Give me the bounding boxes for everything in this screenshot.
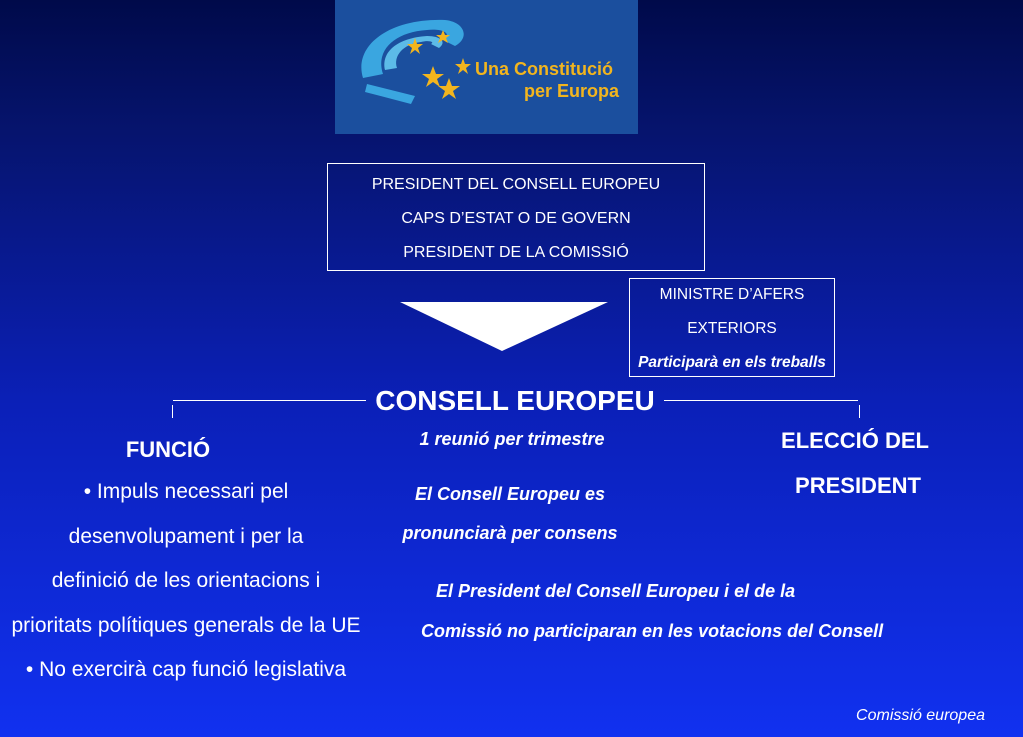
function-title: FUNCIÓ (125, 437, 211, 462)
voting-note-line1: El President del Consell Europeu i el de la (436, 581, 796, 601)
minister-participation: Participarà en els treballs (638, 354, 826, 371)
down-arrow-icon (400, 302, 608, 352)
constitution-logo (335, 0, 638, 134)
members-box (327, 163, 705, 271)
meeting-frequency: 1 reunió per trimestre (419, 429, 605, 449)
election-title-line1: ELECCIÓ DEL (781, 428, 929, 453)
function-line: prioritats polítiques generals de la UE (11, 613, 361, 637)
members-line-heads-of-state: CAPS D’ESTAT O DE GOVERN (401, 210, 631, 227)
council-title: CONSELL EUROPEU (375, 385, 655, 416)
members-line-president-commission: PRESIDENT DE LA COMISSIÓ (403, 244, 629, 261)
function-description (8, 470, 364, 693)
consensus-line2: pronunciarà per consens (402, 523, 618, 543)
right-connector-tick (859, 405, 860, 418)
election-title-line2: PRESIDENT (795, 473, 921, 498)
function-line: desenvolupament i per la (68, 524, 304, 548)
function-line: • No exercirà cap funció legislativa (25, 658, 347, 681)
logo-title-line1: Una Constitució (475, 59, 613, 79)
minister-line2: EXTERIORS (687, 320, 777, 337)
left-connector-tick (172, 405, 173, 418)
footer-credit: Comissió europea (856, 707, 985, 724)
minister-line1: MINISTRE D’AFERS (659, 286, 805, 303)
members-line-president-council: PRESIDENT DEL CONSELL EUROPEU (371, 176, 661, 193)
function-line: • Impuls necessari pel (83, 480, 289, 503)
left-connector-line (173, 400, 366, 401)
voting-note-line2: Comissió no participaran en les votacions del Consell (421, 621, 884, 641)
function-line: definició de les orientacions i (51, 569, 321, 592)
minister-box (629, 278, 835, 377)
right-connector-line (664, 400, 858, 401)
consensus-line1: El Consell Europeu es (414, 484, 606, 504)
logo-title-line2: per Europa (524, 81, 620, 101)
